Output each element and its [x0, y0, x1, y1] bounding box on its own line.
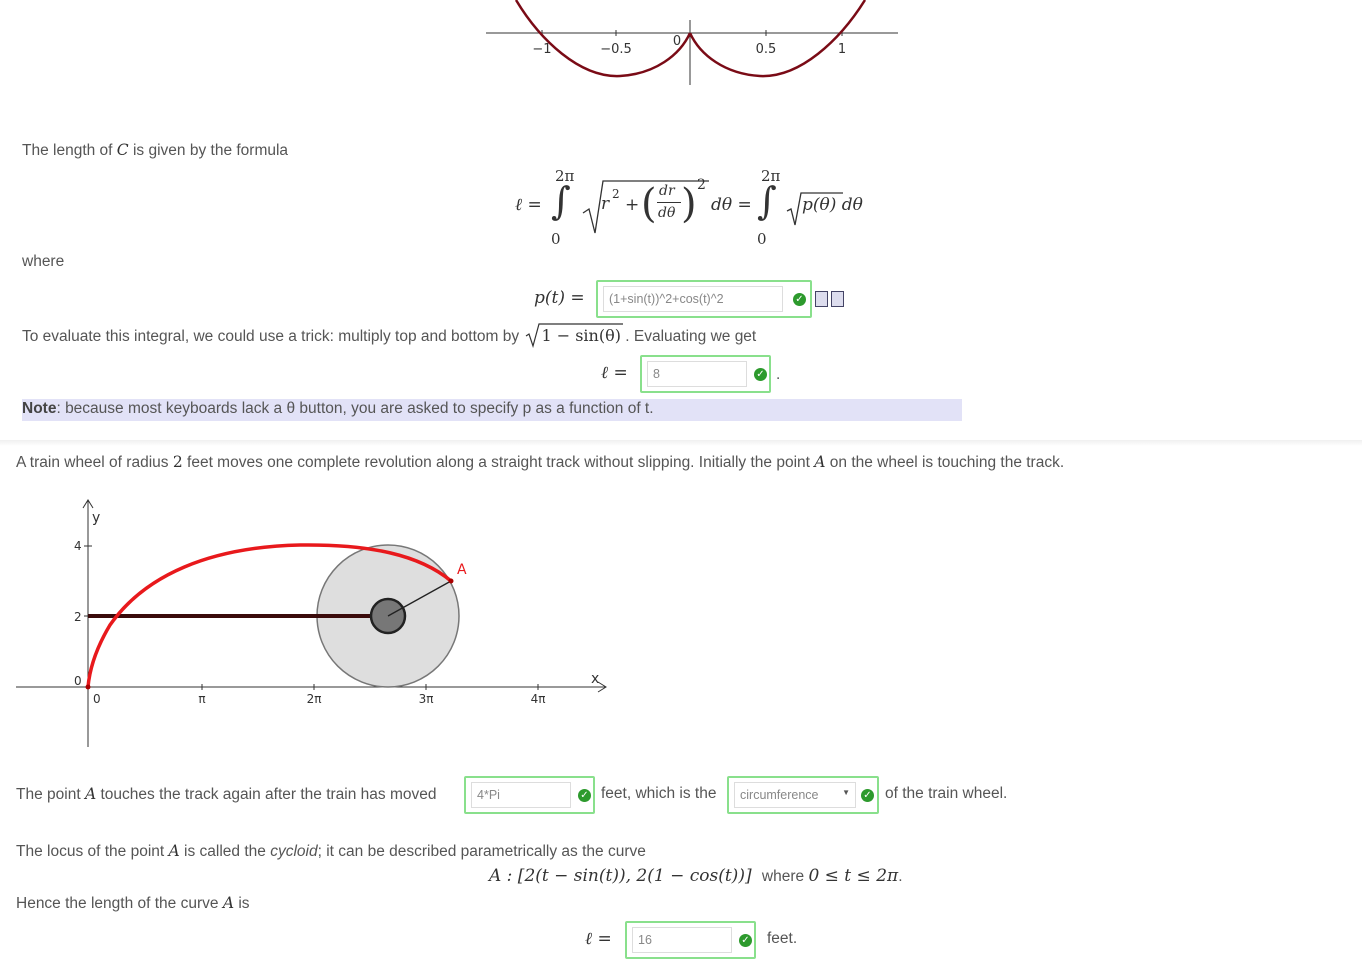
ell2-answer-input[interactable]: 16: [632, 927, 732, 953]
moved-answer-input[interactable]: 4*Pi: [471, 782, 571, 808]
train-intro-post: on the wheel is touching the track.: [829, 454, 1065, 471]
trick-sqrt-body: 1 − sin(θ): [541, 326, 621, 345]
param-dot: .: [898, 868, 903, 885]
moved-answer-box: [464, 776, 595, 814]
train-intro: [16, 453, 1064, 472]
y-tick-label: 2: [74, 610, 82, 624]
formula-lhs: ℓ =: [515, 195, 542, 215]
frac-denominator: dθ: [658, 205, 676, 221]
p-answer-box: [596, 280, 812, 318]
point-a: A: [84, 785, 97, 803]
feet-which-text: feet, which is the: [601, 785, 717, 802]
lower-limit-2: 0: [757, 230, 767, 248]
feet-label: feet.: [767, 930, 798, 947]
paren-left: (: [641, 181, 657, 227]
trick-sqrt: [525, 326, 621, 346]
frac-bar: [657, 202, 681, 203]
x-tick-label: 3π: [418, 692, 434, 706]
train-intro-mid: feet moves one complete revolution along a straight track without slipping. Initially the point: [187, 454, 810, 471]
hence-pre: Hence the length of the curve: [16, 895, 219, 912]
point-a: A: [814, 453, 826, 471]
check-icon: ✓: [793, 293, 806, 306]
check-icon: ✓: [861, 789, 874, 802]
point-a-label: A: [457, 562, 467, 578]
polar-plot: [480, 0, 905, 90]
trailing-dot: .: [776, 366, 781, 383]
equation-editor-icon[interactable]: [831, 291, 844, 307]
touch-post: of the train wheel.: [885, 785, 1008, 802]
hence-sentence: [16, 894, 250, 913]
formula-rhs: p(θ) dθ: [802, 195, 863, 215]
ell-answer-box: [640, 355, 771, 393]
point-a: A: [168, 842, 180, 860]
plus-sign: +: [625, 195, 640, 215]
length-intro-pre: The length of: [22, 142, 117, 159]
arc-length-formula: [515, 165, 875, 250]
param-range: 0 ≤ t ≤ 2π: [808, 866, 899, 886]
parametric-equation: [489, 866, 903, 886]
where-label: where: [22, 253, 65, 270]
y-tick-label: 0: [74, 674, 82, 688]
touch-mid: touches the track again after the train has moved: [100, 786, 437, 803]
chevron-down-icon: ▼: [842, 788, 850, 797]
trick-pre: To evaluate this integral, we could use a trick: multiply top and bottom by: [22, 328, 520, 345]
polar-tick-label: −1: [532, 42, 552, 57]
cycloid-word: cycloid: [270, 843, 318, 860]
check-icon: ✓: [578, 789, 591, 802]
polar-tick-label: −0.5: [600, 42, 632, 57]
polar-curve-left: [516, 0, 690, 76]
paren-right: ): [681, 181, 697, 227]
polar-tick-label: 0: [672, 34, 682, 49]
y-axis-label: y: [92, 510, 101, 526]
formula-mid: dθ =: [711, 195, 752, 215]
note-bold: Note: [22, 400, 57, 417]
ell2-answer-box: [625, 921, 756, 959]
x-tick-label: 2π: [306, 692, 322, 706]
ell-label: ℓ =: [601, 363, 628, 383]
origin-marker: [86, 685, 91, 690]
note-text: : because most keyboards lack a θ button, you are asked to specify p as a function of t.: [56, 400, 654, 417]
locus-post: ; it can be described parametrically as the curve: [317, 843, 646, 860]
length-intro-post: is given by the formula: [128, 142, 289, 159]
paren-exponent: 2: [697, 177, 706, 193]
locus-mid: is called the: [184, 843, 266, 860]
p-label: p(t) =: [534, 288, 585, 308]
param-eq: A : [2(t − sin(t)), 2(1 − cos(t))]: [489, 866, 752, 886]
section-separator: [0, 440, 1362, 446]
param-where: where: [761, 868, 805, 885]
integral-sign: ∫: [551, 179, 571, 223]
curve-symbol-c: C: [116, 141, 129, 159]
lower-limit: 0: [551, 230, 561, 248]
locus-pre: The locus of the point: [16, 843, 165, 860]
polar-curve-right: [690, 0, 865, 76]
cycloid-graph: [10, 495, 615, 755]
train-intro-pre: A train wheel of radius: [16, 454, 169, 471]
upper-limit-2: 2π: [761, 167, 781, 185]
trick-sentence: [22, 326, 756, 346]
y-tick-label: 4: [74, 539, 82, 553]
select-answer-box: [727, 776, 879, 814]
preview-icon[interactable]: [815, 291, 828, 307]
note-band: [22, 399, 962, 421]
p-answer-input[interactable]: (1+sin(t))^2+cos(t)^2: [603, 286, 783, 312]
polar-tick-label: 0.5: [755, 42, 777, 57]
point-a: A: [222, 894, 235, 912]
x-tick-label: π: [198, 692, 206, 706]
upper-limit: 2π: [555, 167, 575, 185]
trick-post: . Evaluating we get: [625, 328, 757, 345]
touch-sentence-start: [16, 785, 437, 804]
check-icon: ✓: [754, 368, 767, 381]
locus-sentence: [16, 842, 646, 861]
hence-post: is: [238, 895, 250, 912]
circumference-select[interactable]: [734, 782, 856, 808]
integral-sign-2: ∫: [757, 179, 777, 223]
r-symbol: r: [601, 194, 610, 214]
r-exponent: 2: [612, 187, 620, 201]
point-a-marker: [449, 579, 454, 584]
select-value: circumference: [740, 788, 819, 802]
touch-pre: The point: [16, 786, 81, 803]
x-tick-label: 4π: [530, 692, 546, 706]
frac-numerator: dr: [659, 183, 675, 199]
x-tick-label: 0: [93, 692, 101, 706]
ell2-label: ℓ =: [585, 929, 612, 949]
check-icon: ✓: [739, 934, 752, 947]
radius-value: 2: [172, 453, 183, 471]
polar-tick-label: 1: [837, 42, 847, 57]
ell-answer-input[interactable]: 8: [647, 361, 747, 387]
x-axis-label: x: [591, 671, 600, 687]
length-intro: [22, 141, 288, 160]
